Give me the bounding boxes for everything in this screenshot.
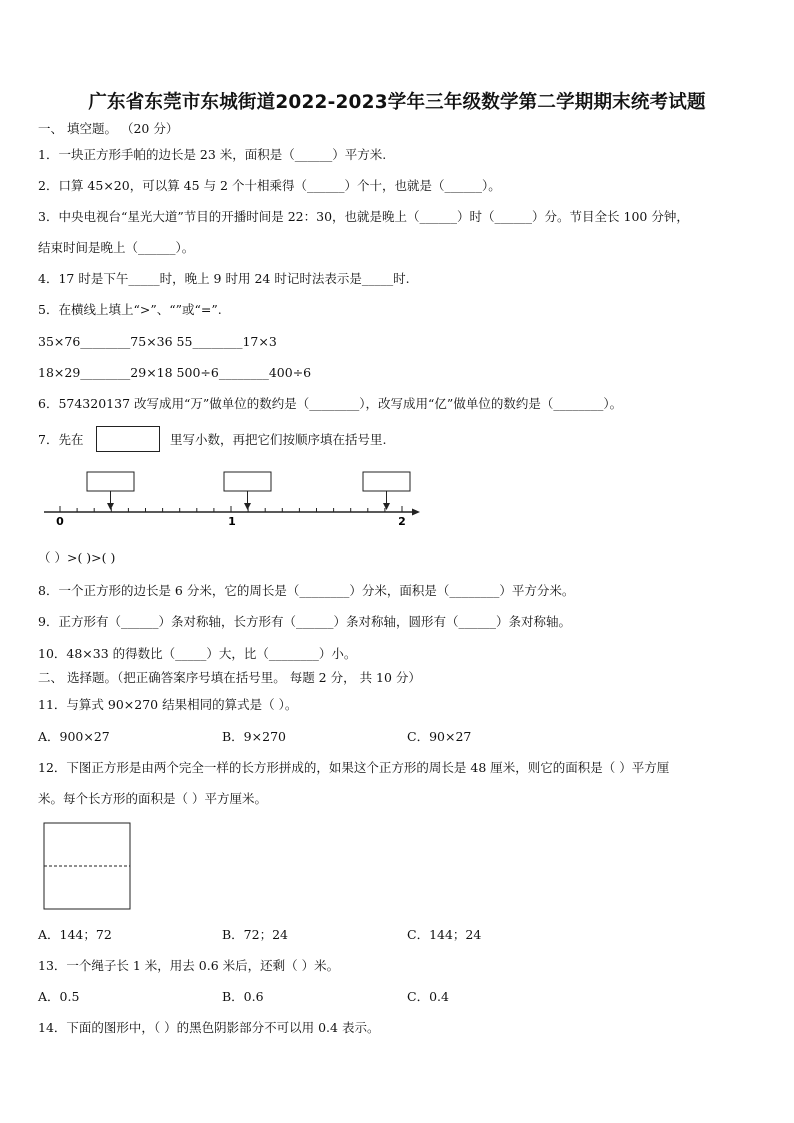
question-3-line-1: 3．中央电视台“星光大道”节目的开播时间是 22：30，也就是晚上（______）时（______）分。节目全长 100 分钟， xyxy=(38,209,689,224)
question-6: 6．574320137 改写成用“万”做单位的数约是（________），改写成用“亿”做单位的数约是（________）。 xyxy=(38,396,623,411)
question-14: 14．下面的图形中，（ ）的黑色阴影部分不可以用 0.4 表示。 xyxy=(38,1020,380,1035)
question-7-suffix: 里写小数，再把它们按顺序填在括号里. xyxy=(170,432,387,447)
tick-label-2: 2 xyxy=(398,515,406,528)
question-4: 4．17 时是下午_____时，晚上 9 时用 24 时记时法表示是_____时. xyxy=(38,271,410,286)
q11-option-b: B．9×270 xyxy=(222,729,286,744)
question-10: 10．48×33 的得数比（_____）大，比（________）小。 xyxy=(38,646,357,661)
q13-option-a: A．0.5 xyxy=(38,989,80,1004)
question-7-prefix: 7．先在 xyxy=(38,432,84,447)
question-5: 5．在横线上填上“>”、“”或“=”. xyxy=(38,302,222,317)
question-12-line-1: 12．下图正方形是由两个完全一样的长方形拼成的，如果这个正方形的周长是 48 厘米，则它的面积是（ ）平方厘 xyxy=(38,760,670,775)
question-5-row-1: 35×76________75×36 55________17×3 xyxy=(38,334,277,349)
section-heading-choice: 二、 选择题。（把正确答案序号填在括号里。 每题 2 分， 共 10 分） xyxy=(38,670,421,685)
question-13: 13．一个绳子长 1 米，用去 0.6 米后，还剩（ ）米。 xyxy=(38,958,340,973)
q13-option-c: C．0.4 xyxy=(407,989,449,1004)
tick-label-0: 0 xyxy=(56,515,64,528)
question-2: 2．口算 45×20，可以算 45 与 2 个十相乘得（______）个十，也就是（______）。 xyxy=(38,178,501,193)
q11-option-c: C．90×27 xyxy=(407,729,472,744)
question-1: 1．一块正方形手帕的边长是 23 米，面积是（______）平方米. xyxy=(38,147,387,162)
section-heading-fill-blank: 一、 填空题。 （20 分） xyxy=(38,121,179,136)
question-7-answer: （ ）>( )>( ) xyxy=(38,550,116,565)
question-9: 9．正方形有（______）条对称轴，长方形有（______）条对称轴，圆形有（______）条对称轴。 xyxy=(38,614,571,629)
q12-option-b: B．72；24 xyxy=(222,927,288,942)
q12-option-a: A．144；72 xyxy=(38,927,112,942)
question-8: 8．一个正方形的边长是 6 分米，它的周长是（________）分米，面积是（________）平方分米。 xyxy=(38,583,575,598)
tick-label-1: 1 xyxy=(228,515,236,528)
question-5-row-2: 18×29________29×18 500÷6________400÷6 xyxy=(38,365,312,380)
q12-option-c: C．144；24 xyxy=(407,927,482,942)
q11-option-a: A．900×27 xyxy=(38,729,110,744)
question-12-line-2: 米。每个长方形的面积是（ ）平方厘米。 xyxy=(38,791,267,806)
question-3-line-2: 结束时间是晚上（______）。 xyxy=(38,240,195,255)
exam-title: 广东省东莞市东城街道2022-2023学年三年级数学第二学期期末统考试题 xyxy=(88,92,706,113)
q13-option-b: B．0.6 xyxy=(222,989,264,1004)
question-11: 11．与算式 90×270 结果相同的算式是（ ）。 xyxy=(38,697,298,712)
